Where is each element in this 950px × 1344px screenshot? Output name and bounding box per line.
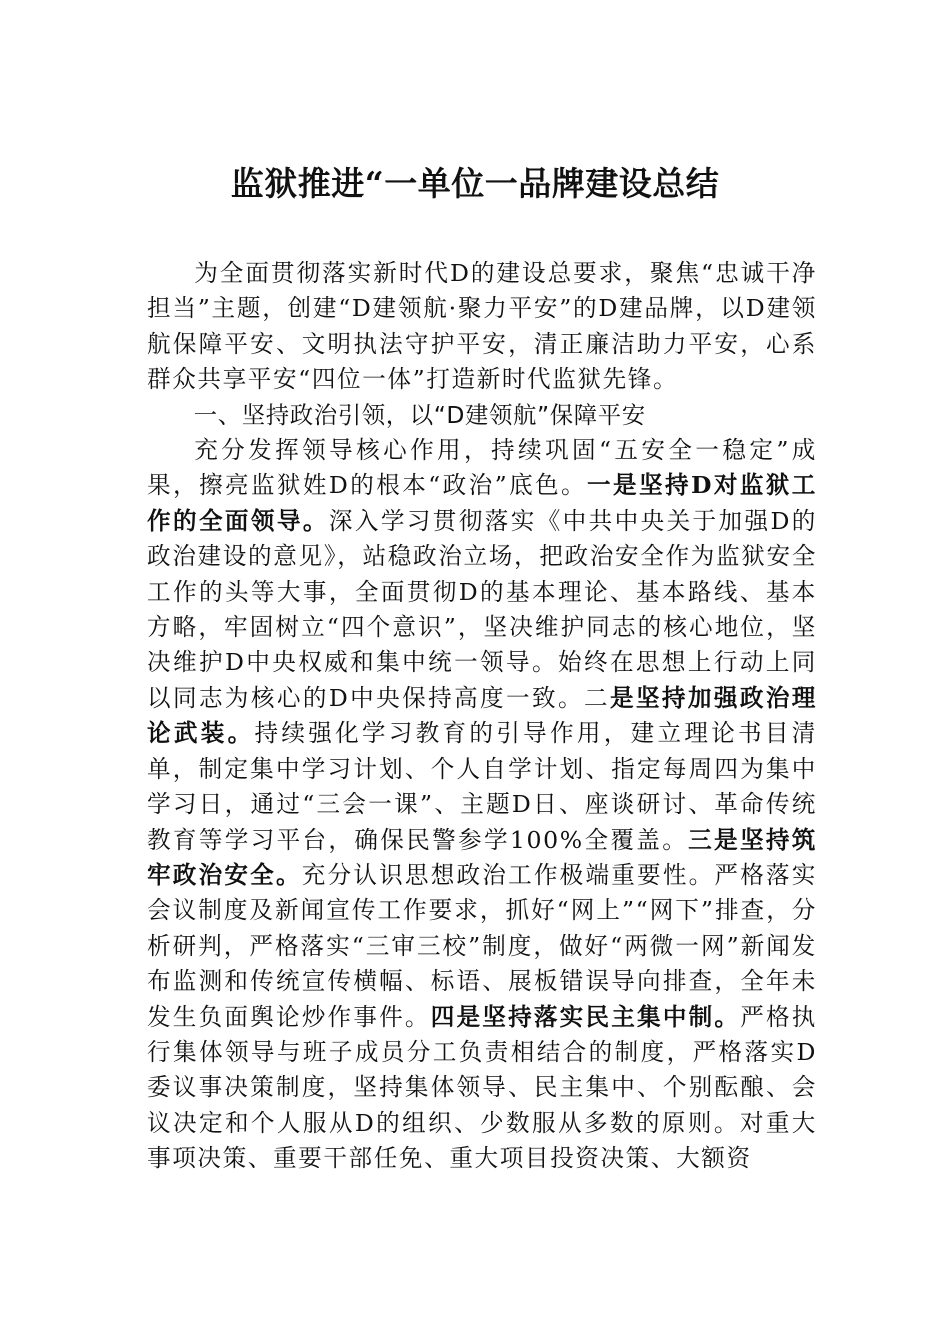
paragraph-text: 持续强化学习教育的引导作用，建立理论书目清单，制定集中学习计划、个人自学计划、指定每周四为集中学习日，通过“三会一课”、主题D日、座谈研讨、革命传统教育等学习平台，确保民警参学100%全覆盖。 — [147, 719, 817, 854]
paragraph-text: 严格执行集体领导与班子成员分工负责相结合的制度，严格落实D委议事决策制度，坚持集体领导、民主集中、个别酝酿、会议决定和个人服从D的组织、少数服从多数的原则。对重大事项决策、重要干部任免、重大项目投资决策、大额资 — [147, 1002, 817, 1173]
key-point-heading: 一是坚持D对监狱工作的全面领导。 — [147, 471, 817, 535]
paragraph-text: 充分发挥领导核心作用，持续巩固“五安全一稳定”成果，擦亮监狱姓D的根本“政治”底色。 — [147, 436, 817, 500]
section-heading: 一、坚持政治引领，以“D建领航”保障平安 — [193, 400, 646, 429]
document-body — [147, 256, 817, 1177]
key-point-heading: 三是坚持筑牢政治安全。 — [147, 825, 817, 889]
key-point-heading: 是坚持加强政治理论武装。 — [147, 683, 817, 748]
document-title: 监狱推进“一单位一品牌建设总结 — [230, 164, 720, 203]
paragraph-text: 深入学习贯彻落实《中共中央关于加强D的政治建设的意见》，站稳政治立场，把政治安全作为监狱安全工作的头等大事，全面贯彻D的基本理论、基本路线、基本方略，牢固树立“四个意识”，坚决维护同志的核心地位，坚决维护D中央权威和集中统一领导。始终在思想上行动上同以同志为核心的D中央保持高度一致。二 — [147, 506, 817, 712]
paragraph-text: 充分认识思想政治工作极端重要性。严格落实会议制度及新闻宣传工作要求，抓好“网上”“网下”排查，分析研判，严格落实“三审三校”制度，做好“两微一网”新闻发布监测和传统宣传横幅、标语、展板错误导向排查，全年未发生负面舆论炒作事件。 — [147, 860, 818, 1031]
key-point-heading: 四是坚持落实民主集中制。 — [430, 1002, 741, 1031]
section-paragraph — [147, 433, 817, 1177]
intro-paragraph: 为全面贯彻落实新时代D的建设总要求，聚焦“忠诚干净担当”主题，创建“D建领航·聚力平安”的D建品牌，以D建领航保障平安、文明执法守护平安，清正廉洁助力平安，心系群众共享平安“四位一体”打造新时代监狱先锋。 — [147, 259, 817, 394]
